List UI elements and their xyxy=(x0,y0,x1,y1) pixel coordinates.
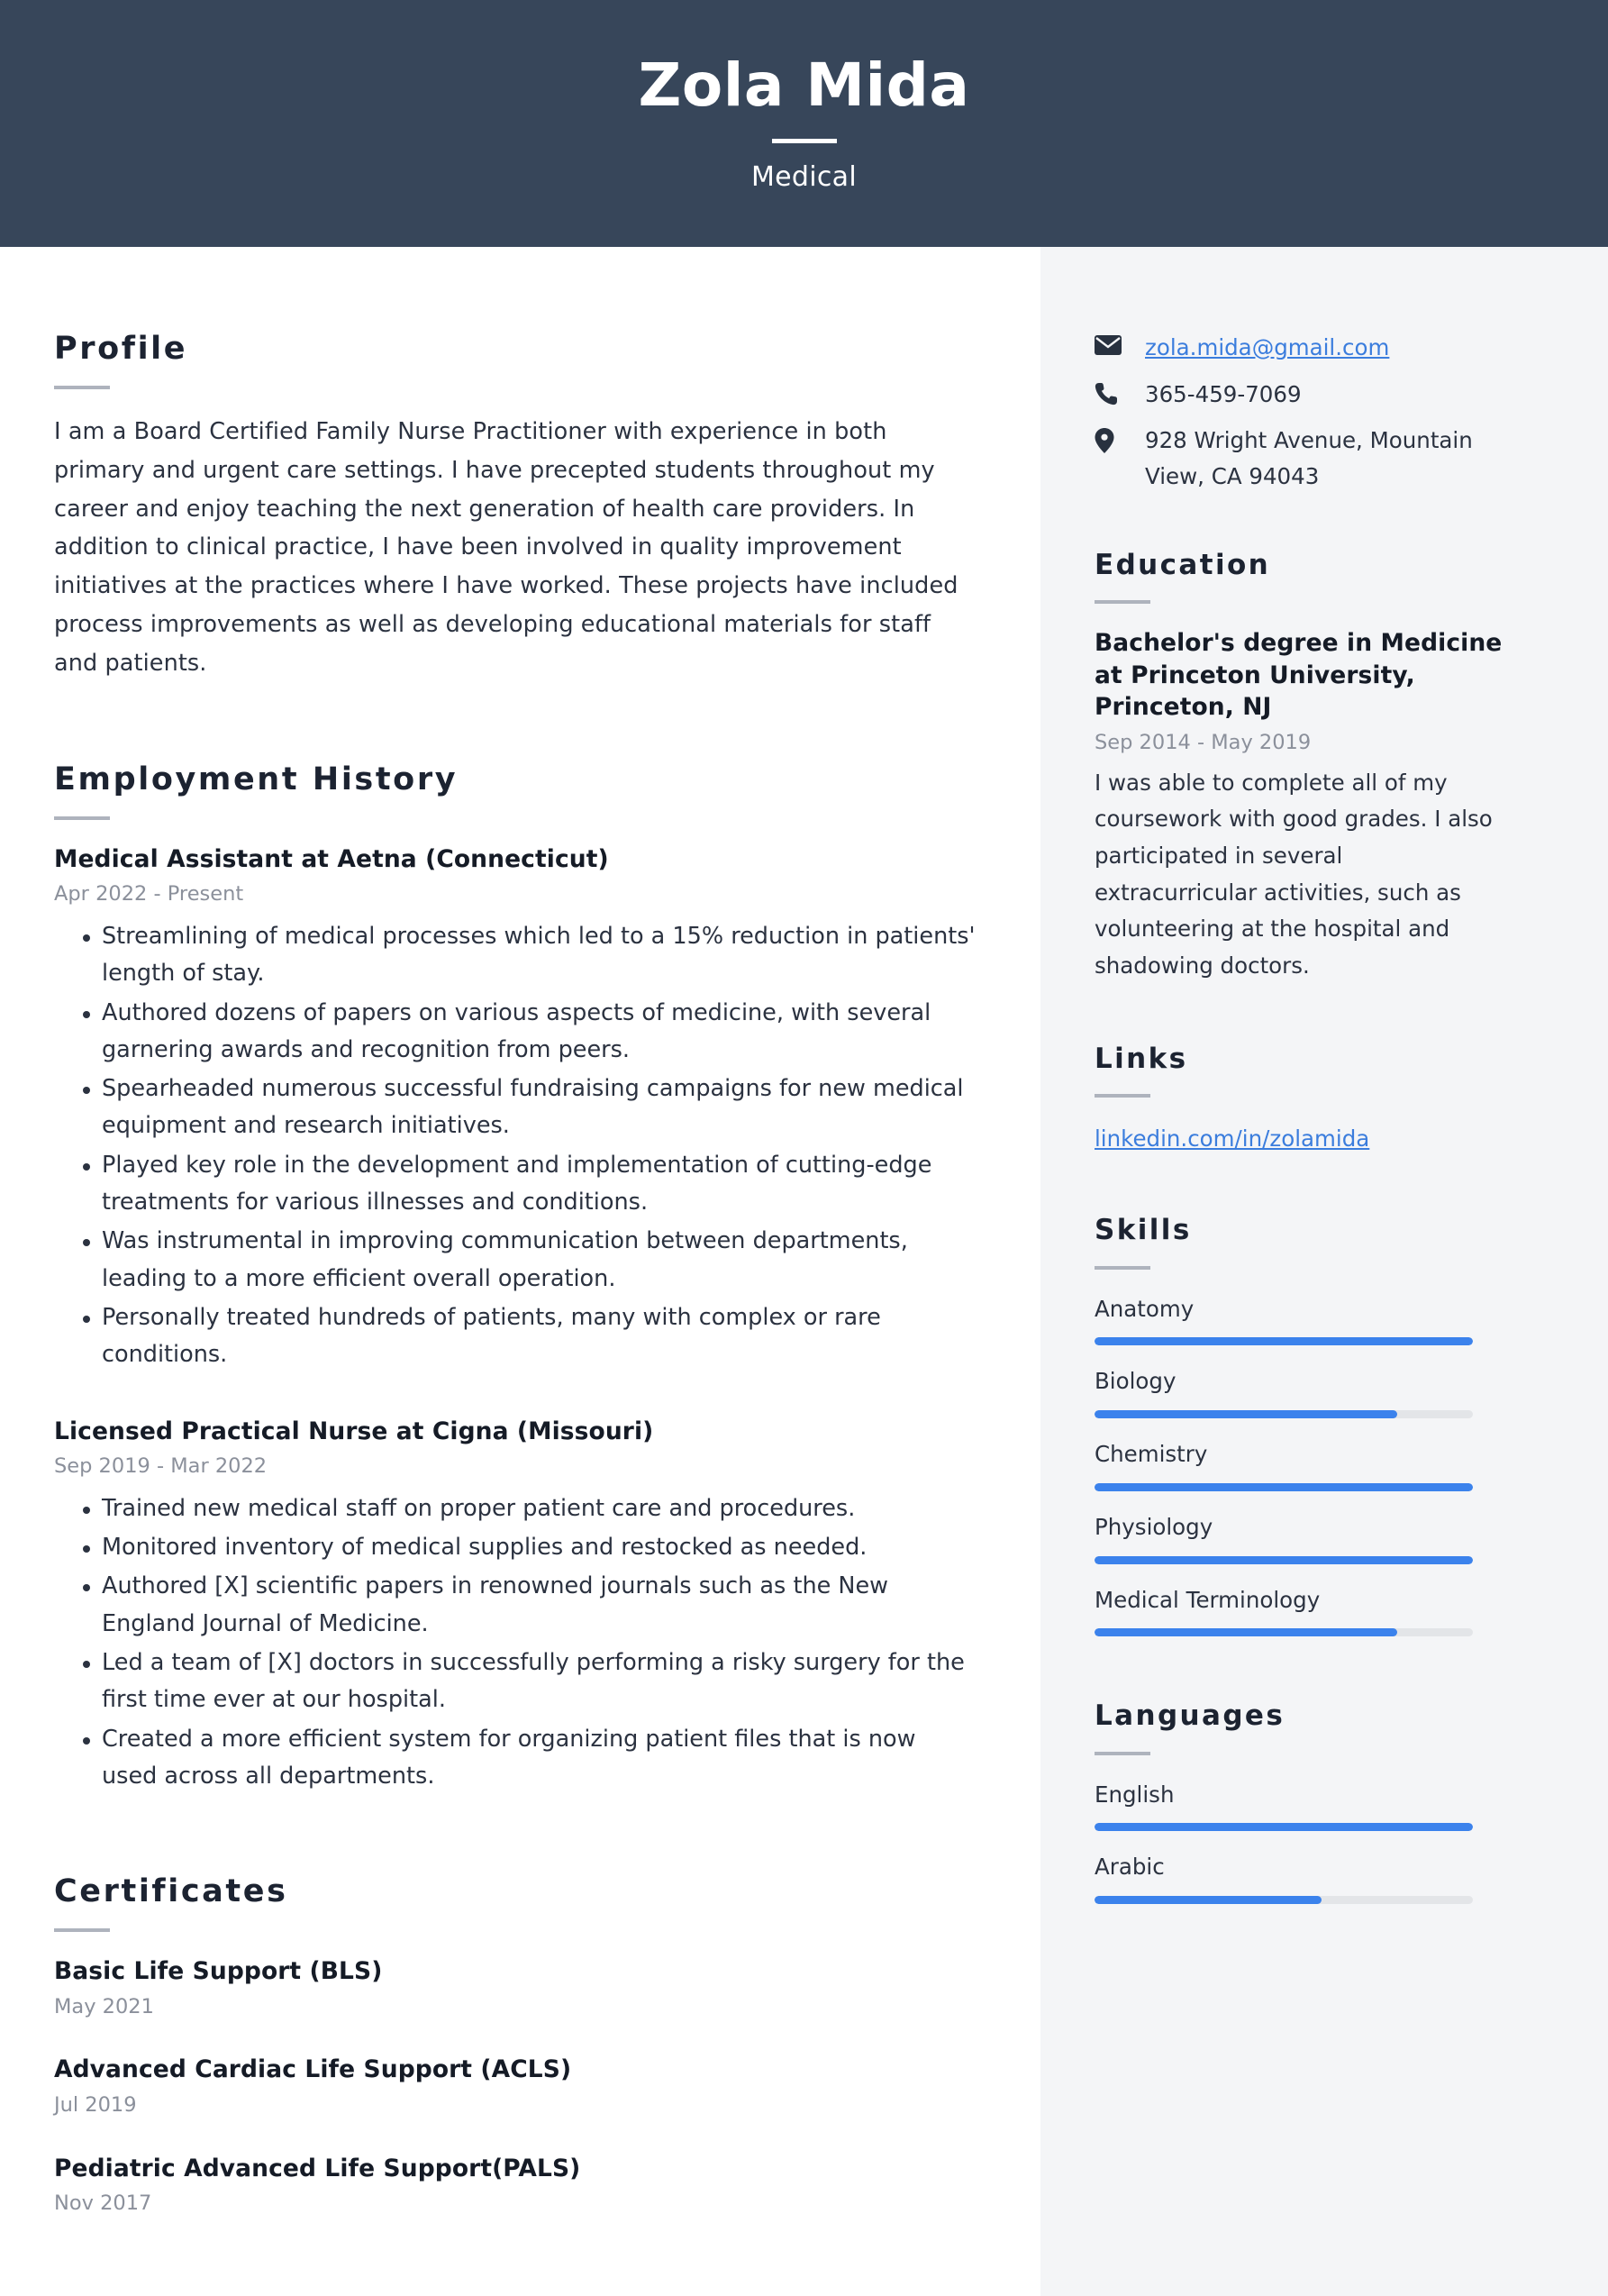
job-title: Licensed Practical Nurse at Cigna (Missouri) xyxy=(54,1417,654,1445)
skill-bar-fill xyxy=(1095,1483,1473,1491)
header-divider xyxy=(772,139,837,143)
linkedin-link[interactable]: linkedin.com/in/zolamida xyxy=(1095,1125,1370,1152)
section-links xyxy=(1095,1043,1509,1157)
skill-item xyxy=(1095,1438,1509,1491)
skills-heading: Skills xyxy=(1095,1214,1192,1247)
job-bullets xyxy=(54,918,977,1374)
language-bar-fill xyxy=(1095,1823,1473,1831)
contact-phone-row xyxy=(1095,377,1509,413)
certificate-title: Basic Life Support (BLS) xyxy=(54,1957,383,1986)
skill-item xyxy=(1095,1293,1509,1346)
employment-entry xyxy=(54,1416,977,1796)
skill-bar-track xyxy=(1095,1556,1473,1564)
skill-bar-track xyxy=(1095,1337,1473,1345)
header-subtitle: Medical xyxy=(750,160,858,193)
language-bar-fill xyxy=(1095,1896,1322,1904)
bullet-item: Led a team of [X] doctors in successfully performing a risky surgery for the first time ever at our hospital. xyxy=(54,1645,977,1719)
map-pin-icon xyxy=(1095,423,1125,453)
certificate-entry xyxy=(54,2153,977,2219)
job-date: Apr 2022 - Present xyxy=(54,882,244,907)
language-item xyxy=(1095,1779,1509,1832)
degree-date: Sep 2014 - May 2019 xyxy=(1095,731,1312,755)
language-label: Arabic xyxy=(1095,1854,1165,1881)
contact-email-row[interactable] xyxy=(1095,330,1509,366)
bullet-item: Created a more efficient system for organizing patient files that is now used across all departments. xyxy=(54,1721,977,1796)
job-date: Sep 2019 - Mar 2022 xyxy=(54,1454,268,1479)
section-employment xyxy=(54,761,977,1795)
email-link[interactable]: zola.mida@gmail.com xyxy=(1145,333,1390,360)
profile-heading-rule xyxy=(54,386,110,389)
certificate-date: May 2021 xyxy=(54,1994,154,2018)
certificate-entry xyxy=(54,2054,977,2119)
language-bar-track xyxy=(1095,1823,1473,1831)
skill-label: Anatomy xyxy=(1095,1295,1195,1322)
envelope-icon xyxy=(1095,330,1125,355)
bullet-item: Trained new medical staff on proper patient care and procedures. xyxy=(54,1490,977,1527)
spacer xyxy=(54,1809,977,1872)
section-languages xyxy=(1095,1699,1509,1904)
spacer xyxy=(54,697,977,761)
languages-heading-rule xyxy=(1095,1752,1150,1755)
skill-item xyxy=(1095,1365,1509,1418)
phone-number: 365-459-7069 xyxy=(1145,380,1302,407)
bullet-item: Authored dozens of papers on various aspects of medicine, with several garnering awards and recognition from peers. xyxy=(54,995,977,1070)
skills-heading-rule xyxy=(1095,1266,1150,1270)
bullet-item: Monitored inventory of medical supplies and restocked as needed. xyxy=(54,1529,977,1566)
language-bar-track xyxy=(1095,1896,1473,1904)
address-text: 928 Wright Avenue, Mountain View, CA 94043 xyxy=(1145,427,1473,489)
spacer xyxy=(54,2129,977,2153)
skill-label: Medical Terminology xyxy=(1095,1586,1321,1613)
spacer xyxy=(1095,999,1509,1043)
skill-item xyxy=(1095,1511,1509,1564)
page-title: Zola Mida xyxy=(638,50,970,120)
skill-label: Biology xyxy=(1095,1368,1176,1395)
section-education xyxy=(1095,549,1509,985)
certificate-title: Advanced Cardiac Life Support (ACLS) xyxy=(54,2055,572,2084)
spacer xyxy=(54,2030,977,2054)
resume-body xyxy=(0,247,1608,2296)
skill-label: Physiology xyxy=(1095,1513,1213,1540)
job-title: Medical Assistant at Aetna (Connecticut) xyxy=(54,844,609,873)
profile-heading: Profile xyxy=(54,330,188,367)
education-heading-rule xyxy=(1095,600,1150,604)
links-heading-rule xyxy=(1095,1094,1150,1098)
sidebar-column xyxy=(1040,247,1608,2296)
spacer xyxy=(54,1383,977,1416)
bullet-item: Authored [X] scientific papers in renowned journals such as the New England Journal of Medicine. xyxy=(54,1568,977,1643)
skill-bar-fill xyxy=(1095,1410,1397,1418)
phone-icon xyxy=(1095,377,1125,405)
skill-bar-track xyxy=(1095,1483,1473,1491)
skill-bar-fill xyxy=(1095,1556,1473,1564)
skill-bar-track xyxy=(1095,1628,1473,1636)
section-skills xyxy=(1095,1214,1509,1636)
certificate-date: Jul 2019 xyxy=(54,2093,137,2118)
spacer xyxy=(1095,1656,1509,1699)
bullet-item: Spearheaded numerous successful fundraising campaigns for new medical equipment and research initiatives. xyxy=(54,1071,977,1145)
skill-bar-fill xyxy=(1095,1337,1473,1345)
bullet-item: Played key role in the development and implementation of cutting-edge treatments for various illnesses and conditions. xyxy=(54,1147,977,1222)
bullet-item: Was instrumental in improving communication between departments, leading to a more efficient overall operation. xyxy=(54,1223,977,1298)
resume-header xyxy=(0,0,1608,247)
certificates-heading: Certificates xyxy=(54,1873,288,1910)
certificate-entry xyxy=(54,1955,977,2021)
spacer xyxy=(1095,1171,1509,1214)
languages-heading: Languages xyxy=(1095,1699,1285,1733)
bullet-item: Personally treated hundreds of patients, many with complex or rare conditions. xyxy=(54,1299,977,1374)
education-heading: Education xyxy=(1095,548,1271,581)
degree-title: Bachelor's degree in Medicine at Princeton University, Princeton, NJ xyxy=(1095,628,1503,722)
employment-heading: Employment History xyxy=(54,761,459,797)
skill-item xyxy=(1095,1584,1509,1637)
certificate-title: Pediatric Advanced Life Support(PALS) xyxy=(54,2154,581,2182)
language-item xyxy=(1095,1851,1509,1904)
contact-address-row xyxy=(1095,423,1509,494)
certificate-date: Nov 2017 xyxy=(54,2191,152,2216)
section-profile xyxy=(54,330,977,683)
spacer xyxy=(1095,506,1509,549)
bullet-item: Streamlining of medical processes which led to a 15% reduction in patients' length of stay. xyxy=(54,918,977,993)
language-label: English xyxy=(1095,1781,1175,1808)
profile-text: I am a Board Certified Family Nurse Practitioner with experience in both primary and urgent care settings. I have precepted students throughout my career and enjoy teaching the next generation of health care providers. In addition to clinical practice, I have been involved in quality improvement initiatives at the practices where I have worked. These projects have included process improvements as well as developing educational materials for staff and patients. xyxy=(54,417,958,677)
job-bullets xyxy=(54,1490,977,1795)
links-heading: Links xyxy=(1095,1042,1188,1075)
contact-info xyxy=(1095,330,1509,495)
employment-heading-rule xyxy=(54,816,110,820)
skill-bar-fill xyxy=(1095,1628,1397,1636)
certificates-heading-rule xyxy=(54,1928,110,1932)
education-description: I was able to complete all of my coursework with good grades. I also participated in several extracurricular activities, such as volunteering at the hospital and shadowing doctors. xyxy=(1095,769,1493,979)
employment-entry xyxy=(54,843,977,1374)
section-certificates xyxy=(54,1872,977,2219)
skill-bar-track xyxy=(1095,1410,1473,1418)
skill-label: Chemistry xyxy=(1095,1441,1208,1468)
main-column xyxy=(0,247,1040,2296)
